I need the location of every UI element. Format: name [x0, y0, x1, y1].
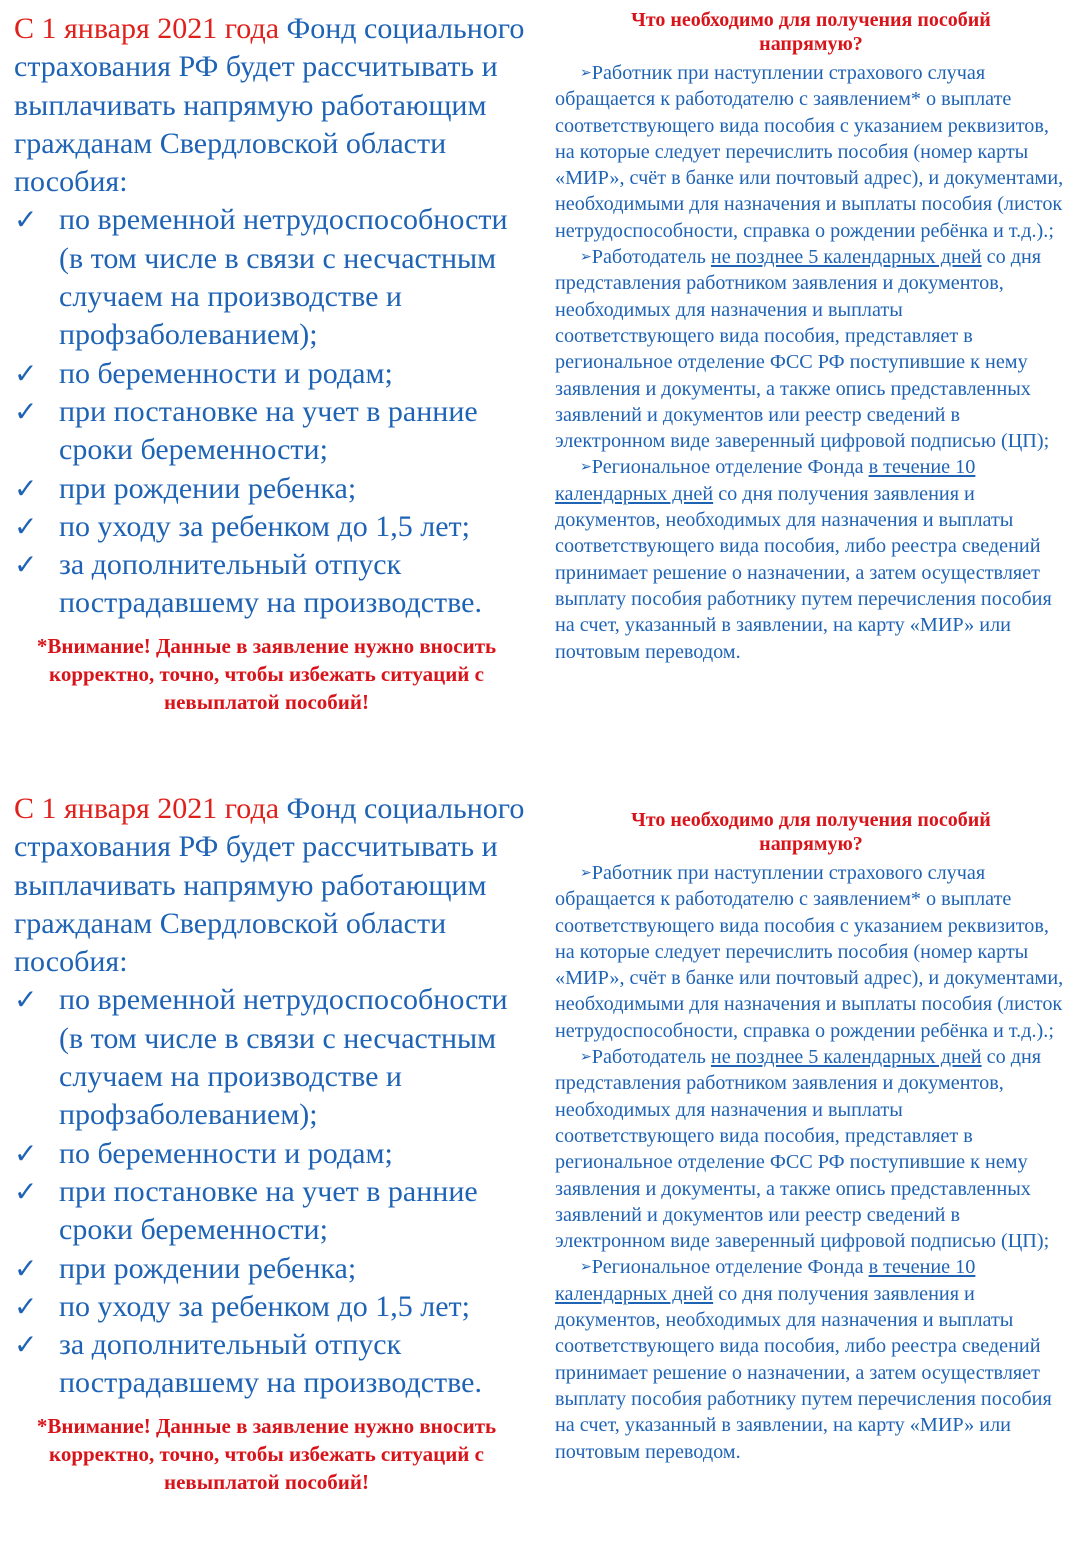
- right-column: [555, 808, 1067, 1465]
- arrow-bullet-icon: ➢: [580, 459, 592, 476]
- list-item: ✓ при постановке на учет в ранние сроки беременности;: [14, 1174, 478, 1247]
- deadline-text: не позднее 5 календарных дней: [710, 246, 982, 269]
- step-paragraph: ➢Работник при наступлении страхового случая обращается к работодателю с заявлением* о выплате соответствующего вида пособия с указанием реквизитов, на которые следует перечислить пособия (номер карты «МИР», счёт в банке или почтовый адрес), и документами, необходимыми для назначения и выплаты пособия (листок нетрудоспособности, справка о рождении ребёнка и т.д.).;: [555, 62, 1064, 242]
- intro-body: Фонд социального страхования РФ будет рассчитывать и выплачивать напрямую работающим гражданам Свердловской области пособия:: [14, 792, 525, 979]
- list-item: ✓ по беременности и родам;: [14, 355, 529, 393]
- left-column: [14, 790, 529, 1496]
- step-paragraph: ➢Работодатель не позднее 5 календарных дней со дня представления работником заявления и документов, необходимых для назначения и выплаты соответствующего вида пособия, представляет в региональное отделение ФСС РФ поступившие к нему заявления и документы, а также опись представленных заявлений и документов или реестр сведений в электронном виде заверенный цифровой подписью (ЦП);: [555, 1046, 1050, 1253]
- warning-note: *Внимание! Данные в заявление нужно вносить корректно, точно, чтобы избежать ситуаций с невыплатой пособий!: [36, 633, 497, 714]
- checkmark-icon: ✓: [14, 1251, 38, 1285]
- section-title: Что необходимо для получения пособий напрямую?: [631, 809, 991, 855]
- checkmark-icon: ✓: [14, 509, 38, 543]
- arrow-bullet-icon: ➢: [580, 1259, 592, 1276]
- checkmark-icon: ✓: [14, 1136, 38, 1170]
- intro-date: С 1 января 2021 года: [14, 12, 280, 45]
- list-item: ✓ за дополнительный отпуск пострадавшему на производстве.: [14, 548, 482, 620]
- step-paragraph: ➢Региональное отделение Фонда в течение 10 календарных дней со дня получения заявления и документов, необходимых для назначения и выплаты соответствующего вида пособия, либо реестра сведений принимает решение о назначении, а затем осуществляет выплату пособия работнику путем перечисления пособия на счет, указанный в заявлении, на карту «МИР» или почтовым переводом.: [555, 456, 1052, 663]
- leaflet-bottom: [0, 780, 1080, 1560]
- warning-note: *Внимание! Данные в заявление нужно вносить корректно, точно, чтобы избежать ситуаций с невыплатой пособий!: [36, 1413, 497, 1494]
- intro-body: Фонд социального страхования РФ будет рассчитывать и выплачивать напрямую работающим гражданам Свердловской области пособия:: [14, 12, 525, 199]
- list-item: ✓ при рождении ребенка;: [14, 470, 529, 508]
- benefit-list: [14, 201, 529, 622]
- checkmark-icon: ✓: [14, 1328, 38, 1362]
- arrow-bullet-icon: ➢: [580, 1049, 592, 1066]
- step-paragraph: ➢Работодатель не позднее 5 календарных дней со дня представления работником заявления и документов, необходимых для назначения и выплаты соответствующего вида пособия, представляет в региональное отделение ФСС РФ поступившие к нему заявления и документы, а также опись представленных заявлений и документов или реестр сведений в электронном виде заверенный цифровой подписью (ЦП);: [555, 246, 1050, 453]
- list-item: ✓ по уходу за ребенком до 1,5 лет;: [14, 508, 529, 546]
- arrow-bullet-icon: ➢: [580, 65, 592, 81]
- list-item: ✓ по уходу за ребенком до 1,5 лет;: [14, 1288, 529, 1326]
- list-item: ✓ за дополнительный отпуск пострадавшему на производстве.: [14, 1328, 482, 1400]
- step-paragraph: ➢Региональное отделение Фонда в течение 10 календарных дней со дня получения заявления и документов, необходимых для назначения и выплаты соответствующего вида пособия, либо реестра сведений принимает решение о назначении, а затем осуществляет выплату пособия работнику путем перечисления пособия на счет, указанный в заявлении, на карту «МИР» или почтовым переводом.: [555, 1256, 1052, 1463]
- benefit-list: [14, 981, 529, 1402]
- intro-text: [14, 790, 529, 981]
- checkmark-icon: ✓: [14, 548, 38, 582]
- arrow-bullet-icon: ➢: [580, 865, 592, 881]
- right-column: [555, 8, 1067, 665]
- checkmark-icon: ✓: [14, 356, 38, 390]
- intro-date: С 1 января 2021 года: [14, 792, 280, 825]
- list-item: ✓ по беременности и родам;: [14, 1135, 529, 1173]
- step-paragraph: ➢Работник при наступлении страхового случая обращается к работодателю с заявлением* о выплате соответствующего вида пособия с указанием реквизитов, на которые следует перечислить пособия (номер карты «МИР», счёт в банке или почтовый адрес), и документами, необходимыми для назначения и выплаты пособия (листок нетрудоспособности, справка о рождении ребёнка и т.д.).;: [555, 862, 1064, 1042]
- left-column: [14, 10, 529, 716]
- list-item: ✓ по временной нетрудоспособности (в том числе в связи с несчастным случаем на производстве и профзаболеванием);: [14, 203, 508, 352]
- checkmark-icon: ✓: [14, 983, 38, 1017]
- checkmark-icon: ✓: [14, 203, 38, 237]
- deadline-text: в течение 10 календарных дней: [555, 456, 976, 505]
- list-item: ✓ при постановке на учет в ранние сроки беременности;: [14, 394, 478, 467]
- intro-text: [14, 10, 529, 201]
- list-item: ✓ по временной нетрудоспособности (в том числе в связи с несчастным случаем на производстве и профзаболеванием);: [14, 983, 508, 1132]
- section-title: Что необходимо для получения пособий напрямую?: [631, 9, 991, 55]
- list-item: ✓ при рождении ребенка;: [14, 1250, 529, 1288]
- deadline-text: не позднее 5 календарных дней: [710, 1046, 982, 1069]
- arrow-bullet-icon: ➢: [580, 249, 592, 266]
- checkmark-icon: ✓: [14, 394, 38, 428]
- checkmark-icon: ✓: [14, 1289, 38, 1323]
- checkmark-icon: ✓: [14, 1174, 38, 1208]
- deadline-text: в течение 10 календарных дней: [555, 1256, 976, 1305]
- checkmark-icon: ✓: [14, 471, 38, 505]
